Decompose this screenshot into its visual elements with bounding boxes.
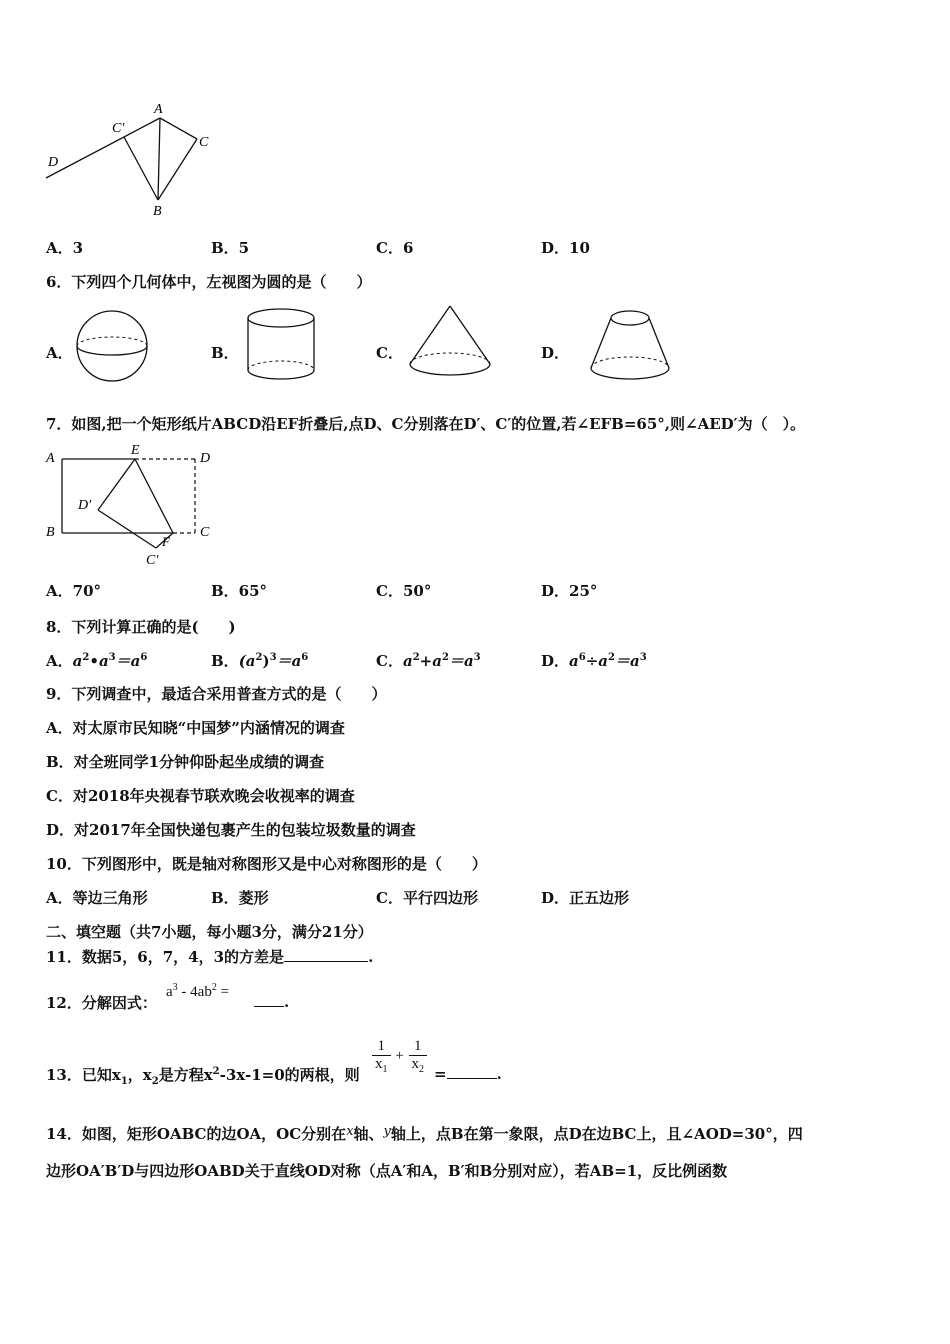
q13-sub1: 1 bbox=[120, 1076, 128, 1087]
q8b-exp2: 3 bbox=[269, 652, 277, 663]
q12-expression bbox=[166, 982, 229, 1001]
q8d-exp1: 6 bbox=[578, 652, 586, 663]
q12-answer bbox=[254, 992, 289, 1011]
q9-stem: 9．下列调查中，最适合采用普查方式的是（ ） bbox=[46, 685, 387, 703]
q8c-op: + bbox=[419, 652, 433, 670]
q8-stem: 8．下列计算正确的是( ) bbox=[46, 618, 236, 636]
q10-option-a[interactable]: A．等边三角形 bbox=[46, 889, 148, 907]
q11-end: . bbox=[368, 948, 374, 966]
q10-option-d[interactable]: D．正五边形 bbox=[541, 889, 630, 907]
fig5-label-a: A bbox=[154, 102, 163, 117]
q8d-rhs: ＝a bbox=[615, 652, 640, 670]
q8c-exp2: 2 bbox=[441, 652, 449, 663]
q8d-base1: a bbox=[569, 652, 579, 670]
q13-eq: = bbox=[434, 1065, 447, 1083]
q7-figure bbox=[40, 442, 230, 570]
q5-option-a[interactable]: A．3 bbox=[46, 239, 84, 257]
q13-answer-blank[interactable] bbox=[447, 1064, 497, 1079]
q8d-exp2: 2 bbox=[608, 652, 615, 663]
q8b-exp1: 2 bbox=[255, 652, 263, 663]
q8c-base1: a bbox=[402, 652, 413, 670]
q8b-base1: (a bbox=[238, 652, 256, 670]
fig7-label-cp: C′ bbox=[146, 553, 159, 568]
q13-den2-sub: 2 bbox=[419, 1064, 425, 1075]
fig7-label-dp: D′ bbox=[78, 498, 92, 513]
q11-stem: 11．数据5，6，7，4，3的方差是 bbox=[46, 948, 285, 966]
q8a-base1: a bbox=[72, 652, 83, 670]
q6-option-b-label[interactable]: B． bbox=[211, 344, 239, 362]
q13-frac1-num: 1 bbox=[372, 1038, 391, 1056]
q13-den1: x bbox=[375, 1056, 383, 1072]
q6-stem: 6．下列四个几何体中，左视图为圆的是（ ） bbox=[46, 273, 372, 291]
q8b-op: ) bbox=[262, 652, 270, 670]
q12-b-exp: 2 bbox=[211, 982, 217, 993]
q7-option-b[interactable]: B．65° bbox=[211, 582, 268, 600]
fig7-label-e: E bbox=[131, 443, 140, 458]
q12-eq: = bbox=[216, 984, 230, 1000]
q11-answer-blank[interactable] bbox=[284, 947, 368, 962]
q8c-exp1: 2 bbox=[412, 652, 420, 663]
q8-option-b[interactable] bbox=[211, 650, 308, 671]
q8d-rexp: 3 bbox=[639, 652, 647, 663]
q13-stem bbox=[46, 1064, 360, 1087]
q13-answer bbox=[434, 1064, 502, 1083]
q13-sub2: 2 bbox=[151, 1076, 159, 1087]
fig7-label-c: C bbox=[200, 525, 210, 540]
q9-option-a[interactable]: A．对太原市民知晓“中国梦”内涵情况的调查 bbox=[46, 719, 345, 737]
q8c-rexp: 3 bbox=[473, 652, 481, 663]
q13-den1-sub: 1 bbox=[382, 1064, 388, 1075]
q8c-base2: a bbox=[432, 652, 442, 670]
q13-frac-2 bbox=[409, 1038, 428, 1075]
q9-option-c[interactable]: C．对2018年央视春节联欢晚会收视率的调查 bbox=[46, 787, 355, 805]
q8a-exp2: 3 bbox=[108, 652, 116, 663]
fig5-label-c: C bbox=[199, 135, 209, 150]
q5-figure bbox=[40, 96, 220, 221]
q8a-rhs: ＝a bbox=[115, 652, 141, 670]
section-heading: 二、填空题（共7小题，每小题3分，满分21分） bbox=[46, 923, 373, 941]
q8c-letter: C． bbox=[376, 652, 403, 670]
q8a-letter: A． bbox=[46, 652, 73, 670]
q12-stem: 12．分解因式： bbox=[46, 994, 157, 1012]
q8d-letter: D． bbox=[541, 652, 570, 670]
q8a-rexp: 6 bbox=[140, 652, 148, 663]
q13-expression bbox=[372, 1038, 427, 1075]
q9-option-b[interactable]: B．对全班同学1分钟仰卧起坐成绩的调查 bbox=[46, 753, 325, 771]
q5-option-c[interactable]: C．6 bbox=[376, 239, 414, 257]
q8d-base2: a bbox=[598, 652, 609, 670]
q6-option-c-label[interactable]: C． bbox=[376, 344, 403, 362]
q12-end: . bbox=[284, 993, 290, 1011]
q13-sup: 2 bbox=[212, 1066, 220, 1077]
q5-option-b[interactable]: B．5 bbox=[211, 239, 250, 257]
cylinder-figure bbox=[243, 306, 319, 386]
q8a-op: • bbox=[89, 652, 99, 670]
q14-line-2: 边形OA′B′D与四边形OABD关于直线OD对称（点A′和A，B′和B分别对应），若AB=1，反比例函数 bbox=[46, 1162, 728, 1180]
q13-frac-1 bbox=[372, 1038, 391, 1075]
q12-a-exp: 3 bbox=[172, 982, 178, 993]
fig5-label-d: D bbox=[48, 155, 59, 170]
q9-option-d[interactable]: D．对2017年全国快递包裹产生的包装垃圾数量的调查 bbox=[46, 821, 416, 839]
q13-post1: 是方程x bbox=[158, 1066, 213, 1084]
fig5-label-b: B bbox=[153, 204, 162, 219]
q7-option-a[interactable]: A．70° bbox=[46, 582, 102, 600]
frustum-figure bbox=[586, 304, 674, 386]
q10-option-c[interactable]: C．平行四边形 bbox=[376, 889, 478, 907]
q13-den2: x bbox=[411, 1056, 420, 1072]
q13-mid: ，x bbox=[127, 1066, 152, 1084]
q8c-rhs: ＝a bbox=[448, 652, 474, 670]
fig7-label-b: B bbox=[46, 525, 55, 540]
fig7-label-d: D bbox=[200, 451, 211, 466]
q13-end: . bbox=[496, 1065, 502, 1083]
fig5-label-cp: C′ bbox=[112, 121, 125, 136]
q7-option-c[interactable]: C．50° bbox=[376, 582, 432, 600]
q13-post2: -3x-1=0的两根，则 bbox=[219, 1066, 360, 1084]
q8-option-a[interactable] bbox=[46, 650, 147, 671]
q12-answer-blank[interactable] bbox=[254, 992, 284, 1007]
q12-a: a bbox=[166, 984, 173, 1000]
sphere-figure bbox=[74, 306, 154, 386]
q14-post: 轴上，点B在第一象限，点D在边BC上，且∠AOD=30°，四 bbox=[390, 1125, 803, 1143]
q14-x-var: x bbox=[346, 1124, 354, 1139]
q14-line-1 bbox=[46, 1123, 803, 1144]
q8b-letter: B． bbox=[211, 652, 239, 670]
q11 bbox=[46, 946, 373, 967]
q13-frac2-num: 1 bbox=[409, 1038, 428, 1056]
q7-option-d[interactable]: D．25° bbox=[541, 582, 598, 600]
q6-option-d-label[interactable]: D． bbox=[541, 344, 570, 362]
q10-stem: 10．下列图形中，既是轴对称图形又是中心对称图形的是（ ） bbox=[46, 855, 487, 873]
q13-frac2-den bbox=[409, 1056, 428, 1075]
fig7-label-f: F bbox=[162, 534, 170, 549]
q14-y-var: y bbox=[383, 1124, 391, 1139]
cone-figure bbox=[404, 302, 496, 386]
q14-pre: 14．如图，矩形OABC的边OA，OC分别在 bbox=[46, 1125, 347, 1143]
q8d-op: ÷ bbox=[585, 652, 599, 670]
q8a-base2: a bbox=[98, 652, 109, 670]
q8b-rhs: ＝a bbox=[276, 652, 302, 670]
q8b-rexp: 6 bbox=[301, 652, 309, 663]
q8-option-c[interactable] bbox=[376, 650, 481, 671]
q6-option-a-label[interactable]: A． bbox=[46, 344, 73, 362]
q13-plus: + bbox=[395, 1048, 404, 1064]
q10-option-b[interactable]: B．菱形 bbox=[211, 889, 269, 907]
q12-mid: - 4ab bbox=[177, 984, 212, 1000]
q14-mid1: 轴、 bbox=[353, 1125, 384, 1143]
q7-stem: 7．如图,把一个矩形纸片ABCD沿EF折叠后,点D、C分别落在D′、C′的位置,若∠EFB=65°,则∠AED′为（ ）。 bbox=[46, 415, 806, 433]
q8a-exp1: 2 bbox=[82, 652, 90, 663]
q13-pre: 13．已知x bbox=[46, 1066, 121, 1084]
q5-option-d[interactable]: D．10 bbox=[541, 239, 590, 257]
q13-frac1-den bbox=[372, 1056, 391, 1075]
fig7-label-a: A bbox=[46, 451, 55, 466]
q8-option-d[interactable] bbox=[541, 650, 647, 671]
